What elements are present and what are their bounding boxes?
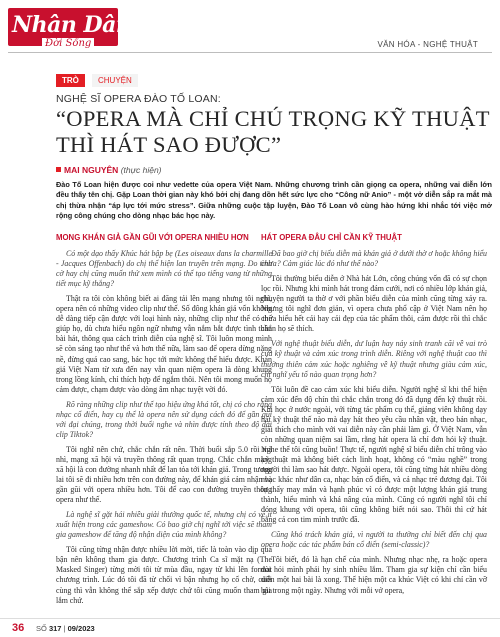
issue-separator: | xyxy=(63,624,66,633)
logo-subtitle: Đời Sống xyxy=(42,38,94,49)
category-tag-secondary: CHUYỆN xyxy=(92,74,138,87)
byline-square-icon xyxy=(56,167,61,172)
article-kicker: NGHỆ SĨ OPERA ĐÀO TỐ LOAN: xyxy=(56,93,221,105)
interview-question: Rõ ràng những clip như thế tạo hiệu ứng khá tốt, chị có cho rằng nhạc cổ điển, hay cụ thể là opera nên sử dụng cách đó để gần gũi với đại chúng, trong thời buổi nghe và nhìn được tính theo độ dài clip Tiktok? xyxy=(56,399,272,439)
article-lead: Đào Tố Loan hiện được coi như vedette của opera Việt Nam. Những chương trình cần giọng ca opera, những vai diễn lớn đều thấy tên chị. Gặp Loan thời gian này khó bởi chị đang dồn hết sức lực cho “Công nữ Anio” - một vở diễn sắp ra mắt mà chị thừa nhận “áp lực tới mức stress”. Giữa những cuộc tập luyện, Đào Tố Loan vô cùng hào hứng khi nhắc tới việc mở rộng công chúng cho dòng nhạc bác học này. xyxy=(56,180,492,220)
interview-answer: Tôi luôn đề cao cảm xúc khi biểu diễn. Người nghệ sĩ khi thể hiện cảm xúc đến độ chín thì chắc chắn trong đó đã dụng đến kỹ thuật rồi. Khi học ở nước ngoài, với từng tác phẩm cụ thể, giảng viên không dạy hát kỹ thuật thế nào mà dạy hát theo yêu cầu nhân vật, theo bản nhạc, giải thích cho mình với vai diễn này cần phải làm gì. Ở Việt Nam, vẫn còn những quan niệm sai lầm, rằng hát opera là chỉ đơn hói kỹ thuật. Nghe thế tôi cũng buồn! Thực tế, người nghệ sĩ biểu diễn chỉ trông vào kỹ thuật mà không biết cách linh hoạt, không có “màu nghề” trong người thì làm sao hát được. Ngoài opera, tôi cũng từng hát nhiều dòng nhạc khác như dân ca, nhạc bán cổ điển, và cả nhạc trẻ đương đại. Tôi tự thấy may mắn và hạnh phúc vì có được một lượng khán giả trung thành, hiểu mình và khá nâng của mình. Cũng có người nghĩ tôi chỉ đóng khung với opera, tôi cũng không biết nói sao. Thôi thì cứ hát bằng cả con tim mình trước đã. xyxy=(261,384,487,525)
masthead-logo[interactable] xyxy=(8,8,132,58)
logo-text: Nhân Dân xyxy=(12,12,132,38)
article-title-line: “OPERA MÀ CHỈ CHÚ TRỌNG KỸ THUẬT xyxy=(56,106,490,131)
interview-question: Đã bao giờ chị biểu diễn mà khán giả ở dưới thờ ơ hoặc không hiểu chưa? Cảm giác lúc đó như thế nào? xyxy=(261,249,487,269)
interview-question: Với nghệ thuật biểu diễn, dư luận hay nảy sinh tranh cãi về vai trò của kỹ thuật và cảm xúc trong trình diễn. Riêng với nghệ thuật cao thì thường thiên cảm xúc hoặc nghiêng về kỹ thuật nhưng giàu cảm xúc, chị nghĩ yếu tố nào quan trọng hơn? xyxy=(261,339,487,379)
footer-divider xyxy=(0,618,500,619)
page-number: 36 xyxy=(12,622,25,634)
interview-question: Có một dạo thấy Khúc hát bập bẹ (Les oiseaux dans la charmille - Jacques Offenbach) do chị thể hiện lan truyền trên mạng. Do tình cờ hay chị cũng muốn thử xem mình có thể tạo tiếng vang từ những tiết mục kỹ thắng? xyxy=(56,249,272,289)
column-heading: HÁT OPERA ĐÂU CHỈ CẦN KỸ THUẬT xyxy=(261,233,402,242)
header-divider xyxy=(8,52,492,53)
category-tag: TRÒ xyxy=(56,74,85,87)
issue-prefix: SỐ xyxy=(36,624,47,633)
interview-question: Cũng khó trách khán giả, vì người ta thường chỉ biết đến chị qua opera hoặc các tác phẩm bán cổ điển (semi-classic)? xyxy=(261,530,487,550)
article-title xyxy=(56,106,490,158)
interview-answer: Tôi thường biểu diễn ở Nhà hát Lớn, công chúng vốn đã có sự chọn lọc rồi. Nhưng khi mình hát trong đám cưới, nơi có nhiều lớp khán giả, chuyện người ta thờ ơ với phần biểu diễn của mình cũng từng xảy ra. Nhưng tôi nghĩ đơn giản, vì opera chưa phổ cập ở Việt Nam nên họ chưa hiểu hết cái hay cái đẹp của tác phẩm thôi, cảm được rồi thì chắc chắn họ sẽ thích. xyxy=(261,274,487,334)
section-label: VĂN HÓA - NGHỆ THUẬT xyxy=(377,40,478,49)
column-heading: MONG KHÁN GIẢ GẦN GŨI VỚI OPERA NHIỀU HƠN xyxy=(56,233,249,242)
article-column-right xyxy=(261,233,487,601)
issue-info xyxy=(36,624,95,633)
author-role: (thực hiện) xyxy=(120,165,162,175)
issue-number: 317 xyxy=(48,624,62,633)
article-byline xyxy=(56,165,162,175)
author-name: MAI NGUYÊN xyxy=(64,165,119,175)
article-title-line: THÌ HÁT SAO ĐƯỢC” xyxy=(56,132,282,157)
interview-question: Là nghệ sĩ gặt hái nhiều giải thưởng quốc tế, nhưng chị có vẻ ít xuất hiện trong các gameshow. Có bao giờ chị nghĩ tới việc sẽ tham gia gameshow để tăng độ nhận diện của mình không? xyxy=(56,510,272,540)
interview-answer: Tôi biết, đó là hạn chế của mình. Nhưng nhạc nhẹ, ra hoặc opera đòi hỏi mình phải hy sinh nhiều lắm. Tham gia sự kiện chỉ cần biểu diễn một hai bài là xong. Thế hiện một ca khúc Việt có khi chỉ cần vỡ bài trong một ngày. Nhưng với mỗi vở opera, xyxy=(261,555,487,595)
interview-answer: Tôi cũng từng nhận được nhiều lời mời, tiếc là toàn vào dịp quá bận nên không tham gia được. Chương trình Ca sĩ mặt nạ (The Masked Singer) từng mời tôi từ mùa đầu, ngay từ khi lên format chương trình. Lúc đó tôi đã từ chối vì bận nhưng họ cố chờ, cuối cùng thì vẫn không thể sắp xếp được chứ tôi cũng muốn tham gia lắm chứ. xyxy=(56,545,272,605)
interview-answer: Tôi nghĩ nên chứ, chắc chắn rất nên. Thời buổi sắp 5.0 rồi mà nhì, mạng xã hội và truyền thông rất quan trọng. Chắc chắn mạng xã hội là con đường nhanh nhất để lan tỏa tới khán giả. Trong tương lai tôi sẽ đi nhiều hơn trên con đường này, để khán giả cảm nhận và gần gũi với opera nhiều hơn. Tôi để cao con đường truyền thông opera như thế. xyxy=(56,444,272,505)
issue-date: 09/2023 xyxy=(67,624,95,633)
article-column-left xyxy=(56,233,272,611)
interview-answer: Thật ra tôi còn không biết ai đăng tải lên mạng nhưng tôi nghĩ, opera nên có những video clip như thế. Số đông khán giả vốn không dễ dàng tiếp cận được với loại hình này, những clip như thế có thể giúp họ, dù chưa hiểu ngôn ngữ nhưng vẫn nắm bắt được tình thần bài hát, thông qua cách trình diễn của nghệ sĩ. Tôi luôn mong mình sẽ còn sáng tạo như thế và hơn thế nữa, làm sao để opera dừng nặng nề, đừng quá cao sang, bác học tới mức không thể hiểu được. Khán giả Việt Nam từ xưa đến nay vẫn quan niệm opera là dòng khung trong lồng kính, chỉ thích hợp để ngắm thôi. Nên tôi mong muốn họ cảm được, chạm được vào dòng âm nhạc tuyệt vời đó. xyxy=(56,294,272,394)
